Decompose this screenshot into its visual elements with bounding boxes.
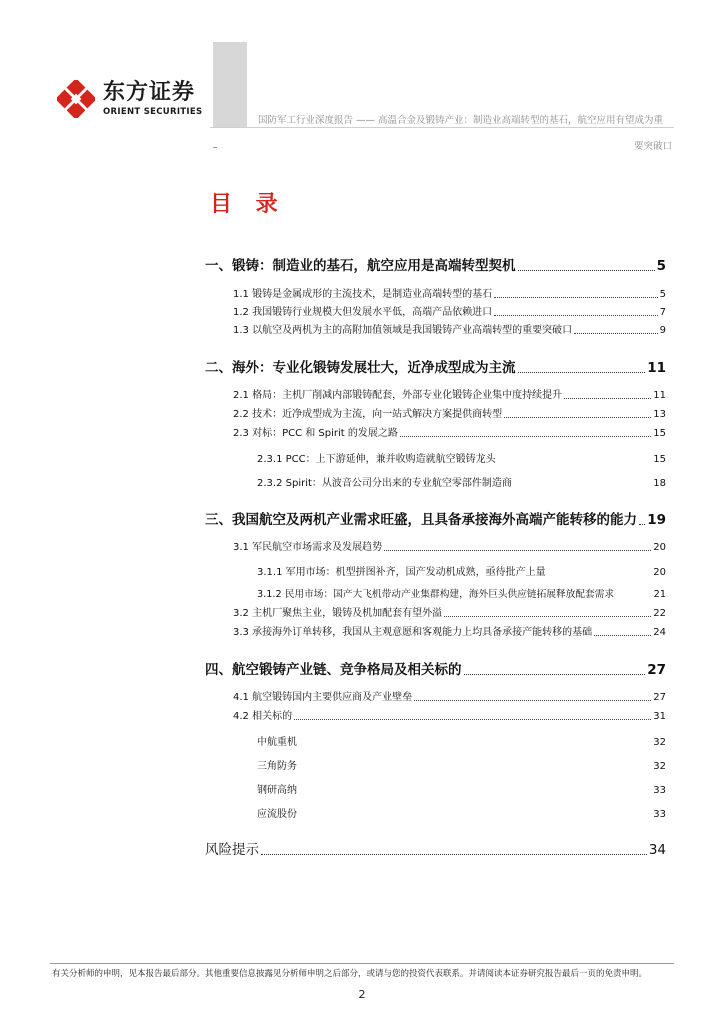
toc-leader — [400, 436, 651, 437]
toc-label: 2.3.2 Spirit：从波音公司分出来的专业航空零部件制造商 — [257, 478, 512, 489]
toc-leader — [294, 719, 651, 720]
toc-page: 31 — [653, 711, 666, 722]
toc-page: 20 — [653, 542, 666, 553]
toc-page: 19 — [647, 512, 666, 528]
toc-entry-3-1-1[interactable] — [257, 563, 666, 578]
toc-label: 3.1 军民航空市场需求及发展趋势 — [233, 542, 383, 553]
toc-entry-2-3-1[interactable] — [257, 450, 666, 465]
report-header-title-cont: 要突破口 — [633, 141, 672, 152]
toc-page: 24 — [653, 627, 666, 638]
toc-entry-1-1[interactable] — [233, 285, 666, 300]
toc-page: 15 — [653, 454, 666, 465]
report-header-title: 国防军工行业深度报告 —— 高温合金及锻铸产业：制造业高端转型的基石，航空应用有望成为重 — [258, 115, 664, 126]
toc-entry-target-2[interactable] — [257, 757, 666, 772]
toc-label: 2.2 技术：近净成型成为主流，向一站式解决方案提供商转型 — [233, 409, 503, 420]
header-gray-bar — [213, 42, 247, 128]
toc-entry-1-2[interactable] — [233, 303, 666, 318]
toc-entry-target-3[interactable] — [257, 781, 666, 796]
toc-page: 32 — [653, 737, 666, 748]
toc-entry-section-2[interactable] — [205, 356, 666, 376]
toc-entry-4-2[interactable] — [233, 707, 666, 722]
toc-leader — [444, 616, 651, 617]
toc-leader — [464, 674, 646, 675]
header-dash — [213, 147, 217, 148]
toc-leader — [639, 524, 645, 525]
toc-label: 3.1.2 民用市场：国产大飞机带动产业集群构建，海外巨头供应链拓展释放配套需求 — [257, 589, 615, 600]
header-divider — [210, 127, 674, 128]
toc-entry-3-1-2[interactable] — [257, 586, 666, 600]
toc-leader — [564, 398, 651, 399]
orient-securities-logo — [57, 80, 217, 120]
toc-label: 1.3 以航空及两机为主的高附加值领域是我国锻铸产业高端转型的重要突破口 — [233, 325, 573, 336]
toc-entry-target-4[interactable] — [257, 805, 666, 820]
toc-leader — [494, 315, 658, 316]
toc-page: 5 — [659, 289, 666, 300]
toc-page: 33 — [653, 809, 666, 820]
toc-entry-2-1[interactable] — [233, 386, 666, 401]
logo-chinese-name: 东方证券 — [103, 80, 196, 105]
toc-label: 2.3.1 PCC：上下游延伸，兼并收购造就航空锻铸龙头 — [257, 454, 496, 465]
toc-entry-3-3[interactable] — [233, 623, 666, 638]
toc-label: 2.3 对标：PCC 和 Spirit 的发展之路 — [233, 428, 398, 439]
toc-leader — [384, 550, 651, 551]
toc-leader — [574, 333, 658, 334]
toc-entry-4-1[interactable] — [233, 688, 666, 703]
toc-page: 34 — [648, 842, 666, 858]
toc-label: 3.2 主机厂聚焦主业，锻铸及机加配套有望外溢 — [233, 608, 443, 619]
toc-page: 33 — [653, 785, 666, 796]
toc-entry-section-3[interactable] — [205, 508, 666, 528]
toc-entry-2-2[interactable] — [233, 405, 666, 420]
toc-label: 钢研高纳 — [257, 785, 297, 796]
toc-entry-section-1[interactable] — [205, 254, 666, 274]
toc-label: 3.1.1 军用市场：机型拼图补齐，国产发动机成熟，亟待批产上量 — [257, 567, 546, 578]
toc-label: 4.1 航空锻铸国内主要供应商及产业壁垒 — [233, 692, 413, 703]
toc-page: 20 — [653, 567, 666, 578]
toc-label: 中航重机 — [257, 737, 297, 748]
toc-leader — [518, 270, 655, 271]
toc-label: 二、海外：专业化锻铸发展壮大，近净成型成为主流 — [205, 360, 516, 376]
toc-label: 1.2 我国锻铸行业规模大但发展水平低，高端产品依赖进口 — [233, 307, 493, 318]
toc-label: 4.2 相关标的 — [233, 711, 293, 722]
toc-page: 9 — [659, 325, 666, 336]
toc-page: 13 — [653, 409, 666, 420]
toc-label: 三、我国航空及两机产业需求旺盛，且具备承接海外高端产能转移的能力 — [205, 512, 637, 528]
toc-page: 22 — [653, 608, 666, 619]
toc-leader — [518, 372, 646, 373]
toc-page: 32 — [653, 761, 666, 772]
toc-page: 15 — [653, 428, 666, 439]
toc-label: 四、航空锻铸产业链、竞争格局及相关标的 — [205, 662, 462, 678]
logo-mark-icon — [57, 80, 95, 118]
toc-leader — [261, 854, 647, 855]
toc-title: 目 录 — [210, 192, 286, 217]
toc-page: 18 — [653, 478, 666, 489]
toc-leader — [414, 700, 651, 701]
toc-page: 27 — [653, 692, 666, 703]
toc-entry-1-3[interactable] — [233, 321, 666, 336]
toc-label: 风险提示 — [205, 842, 259, 858]
toc-label: 3.3 承接海外订单转移，我国从主观意愿和客观能力上均具备承接产能转移的基础 — [233, 627, 593, 638]
toc-entry-3-1[interactable] — [233, 538, 666, 553]
toc-leader — [594, 635, 651, 636]
toc-page: 27 — [647, 662, 666, 678]
page-number: 2 — [358, 988, 366, 1001]
toc-entry-2-3-2[interactable] — [257, 474, 666, 489]
toc-page: 11 — [653, 390, 666, 401]
toc-leader — [494, 297, 658, 298]
toc-page: 5 — [656, 258, 666, 274]
toc-entry-section-4[interactable] — [205, 658, 666, 678]
toc-label: 1.1 锻铸是金属成形的主流技术，是制造业高端转型的基石 — [233, 289, 493, 300]
toc-page: 11 — [647, 360, 666, 376]
toc-label: 2.1 格局：主机厂削减内部锻铸配套，外部专业化锻铸企业集中度持续提升 — [233, 390, 563, 401]
toc-label: 应流股份 — [257, 809, 297, 820]
logo-english-name: ORIENT SECURITIES — [103, 107, 203, 117]
toc-entry-risk[interactable] — [205, 838, 666, 858]
toc-page: 21 — [653, 589, 666, 600]
toc-entry-2-3[interactable] — [233, 424, 666, 439]
toc-entry-3-2[interactable] — [233, 604, 666, 619]
toc-page: 7 — [659, 307, 666, 318]
footer-disclaimer: 有关分析师的申明，见本报告最后部分。其他重要信息披露见分析师申明之后部分，或请与您的投资代表联系。并请阅读本证券研究报告最后一页的免责申明。 — [52, 969, 648, 979]
toc-entry-target-1[interactable] — [257, 733, 666, 748]
toc-leader — [504, 417, 651, 418]
toc-label: 一、锻铸：制造业的基石，航空应用是高端转型契机 — [205, 258, 516, 274]
footer-divider — [50, 963, 674, 964]
toc-label: 三角防务 — [257, 761, 297, 772]
